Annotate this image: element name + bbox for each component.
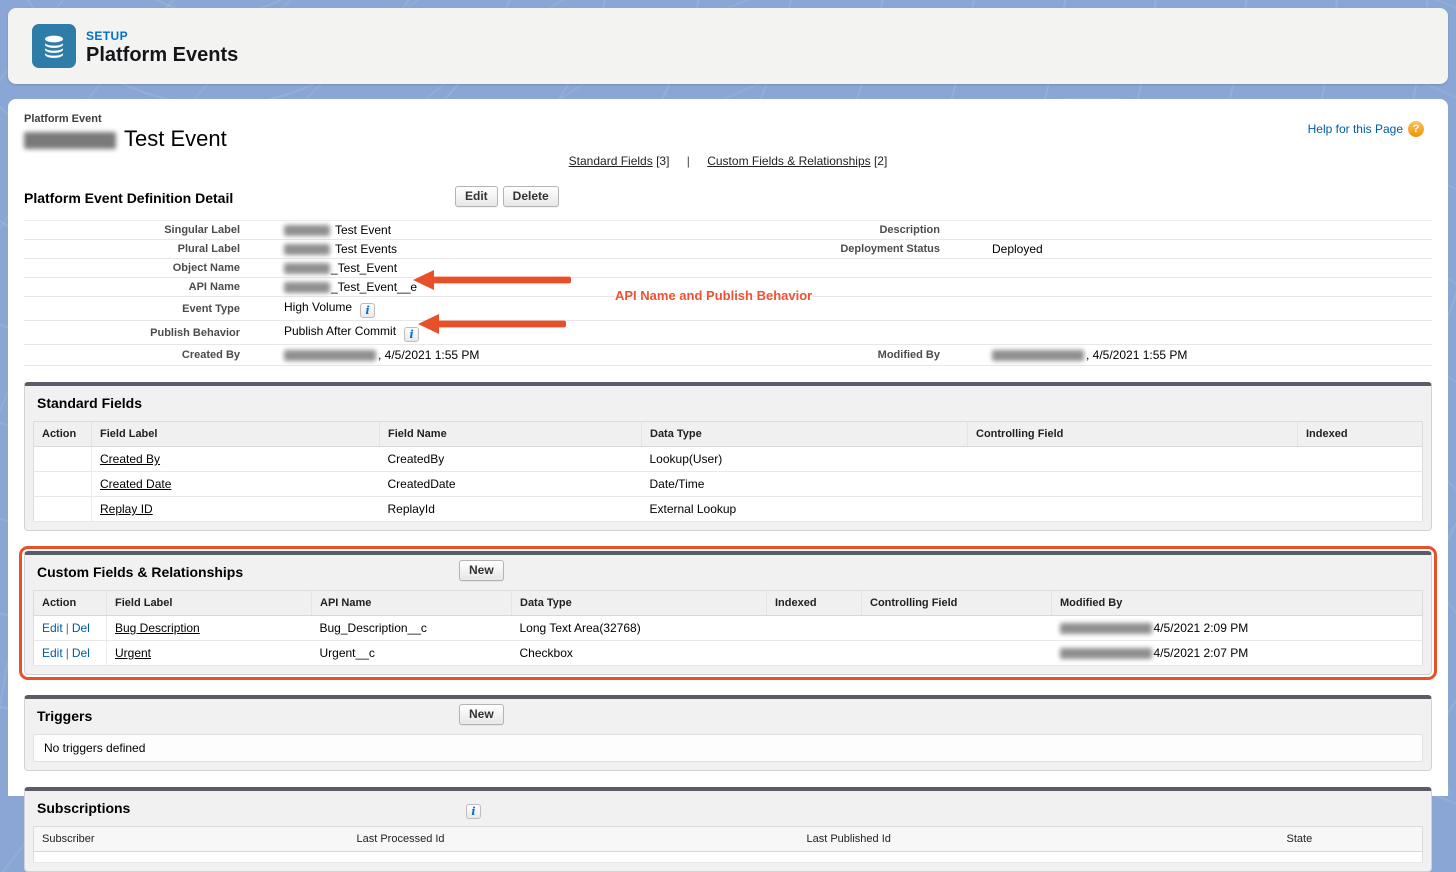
new-custom-field-button[interactable]: New xyxy=(459,560,504,581)
action-separator: | xyxy=(65,621,69,635)
no-triggers-message: No triggers defined xyxy=(33,734,1423,762)
field-value-modified-by: , 4/5/2021 1:55 PM xyxy=(964,345,1432,366)
cell-modified-by: 4/5/2021 2:07 PM xyxy=(1052,641,1423,666)
field-value-description xyxy=(964,221,1432,240)
field-label-deployment-status: Deployment Status xyxy=(726,240,964,259)
field-label-event-type: Event Type xyxy=(24,297,264,321)
field-link-bug-description[interactable]: Bug Description xyxy=(115,621,200,635)
field-label-object-name: Object Name xyxy=(24,259,264,278)
action-separator: | xyxy=(65,646,69,660)
platform-events-database-icon xyxy=(32,24,76,68)
table-row xyxy=(34,497,1423,522)
field-value-plural-label: Test Events xyxy=(264,240,726,259)
cell-field-name: CreatedBy xyxy=(380,447,642,472)
col-header-controlling-field: Controlling Field xyxy=(862,591,1052,616)
col-header-controlling-field: Controlling Field xyxy=(968,422,1298,447)
help-for-this-page-link[interactable]: Help for this Page xyxy=(1307,122,1403,136)
col-header-data-type: Data Type xyxy=(512,591,767,616)
col-header-api-name: API Name xyxy=(312,591,512,616)
redacted-text xyxy=(1060,648,1152,659)
table-row xyxy=(34,447,1423,472)
help-question-icon[interactable]: ? xyxy=(1408,121,1424,137)
info-icon[interactable]: i xyxy=(466,804,481,819)
new-trigger-button[interactable]: New xyxy=(459,704,504,725)
edit-button[interactable]: Edit xyxy=(455,186,498,207)
info-icon[interactable]: i xyxy=(404,327,419,342)
standard-fields-title: Standard Fields xyxy=(37,395,143,411)
redacted-text xyxy=(1060,623,1152,634)
col-header-last-processed-id: Last Processed Id xyxy=(349,827,799,852)
field-label-modified-by: Modified By xyxy=(726,345,964,366)
definition-detail-section xyxy=(24,188,1432,366)
field-link-replay-id[interactable]: Replay ID xyxy=(100,502,153,516)
col-header-action: Action xyxy=(34,422,92,447)
redacted-text xyxy=(284,244,330,255)
field-value-publish-behavior: Publish After Commit i xyxy=(264,321,726,345)
cell-api-name: Urgent__c xyxy=(312,641,512,666)
redacted-text xyxy=(24,132,116,149)
redacted-text xyxy=(284,350,376,361)
cell-data-type: Checkbox xyxy=(512,641,767,666)
field-label-publish-behavior: Publish Behavior xyxy=(24,321,264,345)
col-header-indexed: Indexed xyxy=(767,591,862,616)
col-header-action: Action xyxy=(34,591,107,616)
cell-modified-by: 4/5/2021 2:09 PM xyxy=(1052,616,1423,641)
nav-separator: | xyxy=(686,154,690,168)
cell-api-name: Bug_Description__c xyxy=(312,616,512,641)
standard-fields-table xyxy=(33,421,1423,522)
field-link-urgent[interactable]: Urgent xyxy=(115,646,152,660)
redacted-text xyxy=(284,225,330,236)
cell-data-type: Long Text Area(32768) xyxy=(512,616,767,641)
field-value-event-type: High Volume i xyxy=(264,297,726,321)
field-label-created-by: Created By xyxy=(24,345,264,366)
del-link[interactable]: Del xyxy=(71,646,90,660)
cell-data-type: External Lookup xyxy=(642,497,968,522)
col-header-state: State xyxy=(1279,827,1423,852)
cell-field-name: CreatedDate xyxy=(380,472,642,497)
red-arrow-api-name xyxy=(413,268,573,292)
nav-count-standard-fields: [3] xyxy=(656,154,670,168)
redacted-text xyxy=(992,350,1084,361)
field-value-deployment-status: Deployed xyxy=(964,240,1432,259)
page-title-block xyxy=(24,113,1432,152)
table-row xyxy=(34,852,1423,863)
field-label-singular-label: Singular Label xyxy=(24,221,264,240)
cell-field-name: ReplayId xyxy=(380,497,642,522)
setup-header xyxy=(8,8,1448,84)
field-value-singular-label: Test Event xyxy=(264,221,726,240)
col-header-subscriber: Subscriber xyxy=(34,827,349,852)
table-row xyxy=(34,616,1423,641)
triggers-section xyxy=(24,695,1432,771)
col-header-modified-by: Modified By xyxy=(1052,591,1423,616)
col-header-indexed: Indexed xyxy=(1298,422,1423,447)
col-header-field-label: Field Label xyxy=(107,591,312,616)
field-label-description: Description xyxy=(726,221,964,240)
col-header-data-type: Data Type xyxy=(642,422,968,447)
del-link[interactable]: Del xyxy=(71,621,90,635)
nav-link-custom-fields[interactable]: Custom Fields & Relationships xyxy=(707,154,871,168)
setup-page-title: Platform Events xyxy=(86,44,239,66)
field-value-object-name: _Test_Event xyxy=(264,259,726,278)
col-header-field-name: Field Name xyxy=(380,422,642,447)
red-annotation-text: API Name and Publish Behavior xyxy=(615,288,813,303)
subscriptions-title: Subscriptions xyxy=(37,800,131,816)
triggers-title: Triggers xyxy=(37,708,93,724)
edit-link[interactable]: Edit xyxy=(42,621,63,635)
setup-label: SETUP xyxy=(86,29,129,43)
col-header-field-label: Field Label xyxy=(92,422,380,447)
entity-type-label: Platform Event xyxy=(24,113,102,125)
redacted-text xyxy=(284,282,330,293)
field-value-created-by: , 4/5/2021 1:55 PM xyxy=(264,345,726,366)
field-label-plural-label: Plural Label xyxy=(24,240,264,259)
definition-detail-title: Platform Event Definition Detail xyxy=(24,190,234,206)
table-row xyxy=(34,641,1423,666)
cell-data-type: Date/Time xyxy=(642,472,968,497)
redacted-text xyxy=(284,263,330,274)
page-title: Test Event xyxy=(24,126,1432,152)
field-label-api-name: API Name xyxy=(24,278,264,297)
col-header-last-published-id: Last Published Id xyxy=(799,827,1279,852)
custom-fields-section xyxy=(24,551,1432,675)
nav-count-custom-fields: [2] xyxy=(873,154,888,168)
custom-fields-table xyxy=(33,590,1423,666)
red-arrow-publish-behavior xyxy=(418,312,568,336)
table-row xyxy=(34,472,1423,497)
edit-link[interactable]: Edit xyxy=(42,646,63,660)
subscriptions-section xyxy=(24,787,1432,872)
main-content-card xyxy=(8,99,1448,845)
cell-data-type: Lookup(User) xyxy=(642,447,968,472)
nav-link-standard-fields[interactable]: Standard Fields xyxy=(568,154,653,168)
field-value-api-name: _Test_Event__e xyxy=(264,278,726,297)
field-link-created-date[interactable]: Created Date xyxy=(100,477,172,491)
field-link-created-by[interactable]: Created By xyxy=(100,452,161,466)
standard-fields-section xyxy=(24,382,1432,531)
subscriptions-table xyxy=(33,826,1423,863)
section-nav xyxy=(24,154,1432,168)
delete-button[interactable]: Delete xyxy=(503,186,559,207)
custom-fields-title: Custom Fields & Relationships xyxy=(37,564,244,580)
info-icon[interactable]: i xyxy=(360,303,375,318)
